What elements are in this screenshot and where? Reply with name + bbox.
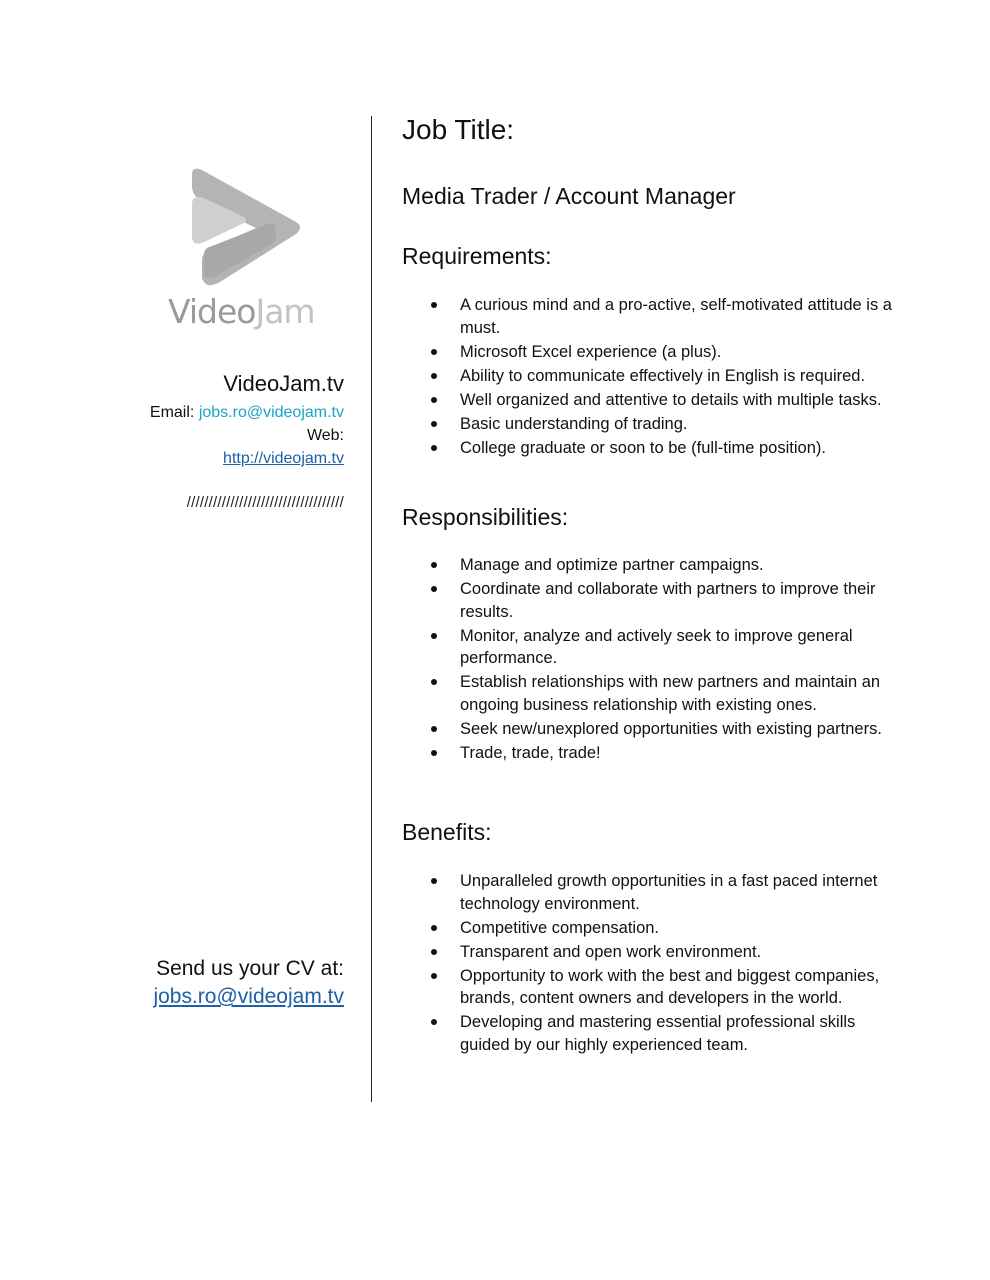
requirement-item: Basic understanding of trading. — [402, 413, 904, 436]
email-link[interactable]: jobs.ro@videojam.tv — [198, 404, 344, 421]
bullet-icon — [431, 562, 437, 568]
bullet-icon — [431, 373, 437, 379]
requirement-item: A curious mind and a pro-active, self-motivated attitude is a must. — [402, 294, 904, 339]
benefit-item: Competitive compensation. — [402, 917, 904, 940]
bullet-icon — [431, 750, 437, 756]
logo-wordmark: VideoJam — [168, 292, 315, 331]
company-name: VideoJam.tv — [223, 371, 344, 396]
bullet-icon — [431, 586, 437, 592]
send-cv-label: Send us your CV at: — [156, 957, 344, 980]
requirement-item: Well organized and attentive to details with multiple tasks. — [402, 389, 904, 412]
bullet-icon — [431, 1019, 437, 1025]
benefits-list — [402, 870, 904, 1058]
bullet-icon — [431, 973, 437, 979]
bullet-icon — [431, 925, 437, 931]
web-contact — [223, 450, 344, 468]
responsibility-item: Coordinate and collaborate with partners to improve their results. — [402, 578, 904, 623]
benefits-heading: Benefits: — [402, 819, 492, 845]
web-label: Web: — [306, 427, 344, 444]
email-label: Email: — [149, 404, 195, 421]
requirement-item: Microsoft Excel experience (a plus). — [402, 341, 904, 364]
requirements-heading: Requirements: — [402, 243, 552, 269]
separator: //////////////////////////////////// — [186, 494, 344, 511]
responsibility-item: Manage and optimize partner campaigns. — [402, 554, 904, 577]
bullet-icon — [431, 302, 437, 308]
responsibilities-list — [402, 554, 904, 766]
bullet-icon — [431, 726, 437, 732]
send-cv-email-link[interactable]: jobs.ro@videojam.tv — [153, 985, 344, 1008]
benefit-item: Unparalleled growth opportunities in a fast paced internet technology environment. — [402, 870, 904, 915]
bullet-icon — [431, 397, 437, 403]
column-divider — [371, 116, 372, 1102]
videojam-logo — [168, 160, 328, 335]
benefit-item: Transparent and open work environment. — [402, 941, 904, 964]
requirement-item: College graduate or soon to be (full-time position). — [402, 437, 904, 460]
email-contact — [150, 404, 344, 422]
benefit-item: Developing and mastering essential professional skills guided by our highly experienced team. — [402, 1011, 904, 1056]
bullet-icon — [431, 633, 437, 639]
requirement-item: Ability to communicate effectively in English is required. — [402, 365, 904, 388]
bullet-icon — [431, 421, 437, 427]
bullet-icon — [431, 349, 437, 355]
send-cv-email-container — [153, 985, 344, 1009]
responsibility-item: Seek new/unexplored opportunities with existing partners. — [402, 718, 904, 741]
bullet-icon — [431, 949, 437, 955]
requirements-list — [402, 294, 904, 461]
web-link[interactable]: http://videojam.tv — [223, 450, 344, 467]
bullet-icon — [431, 445, 437, 451]
responsibilities-heading: Responsibilities: — [402, 504, 569, 530]
job-title-value: Media Trader / Account Manager — [402, 183, 736, 209]
responsibility-item: Monitor, analyze and actively seek to improve general performance. — [402, 625, 904, 670]
bullet-icon — [431, 878, 437, 884]
responsibility-item: Trade, trade, trade! — [402, 742, 904, 765]
bullet-icon — [431, 679, 437, 685]
responsibility-item: Establish relationships with new partners and maintain an ongoing business relationship with existing ones. — [402, 671, 904, 716]
videojam-logo-mark-icon — [184, 164, 304, 292]
benefit-item: Opportunity to work with the best and biggest companies, brands, content owners and developers in the world. — [402, 965, 904, 1010]
job-title-label: Job Title: — [402, 114, 515, 145]
